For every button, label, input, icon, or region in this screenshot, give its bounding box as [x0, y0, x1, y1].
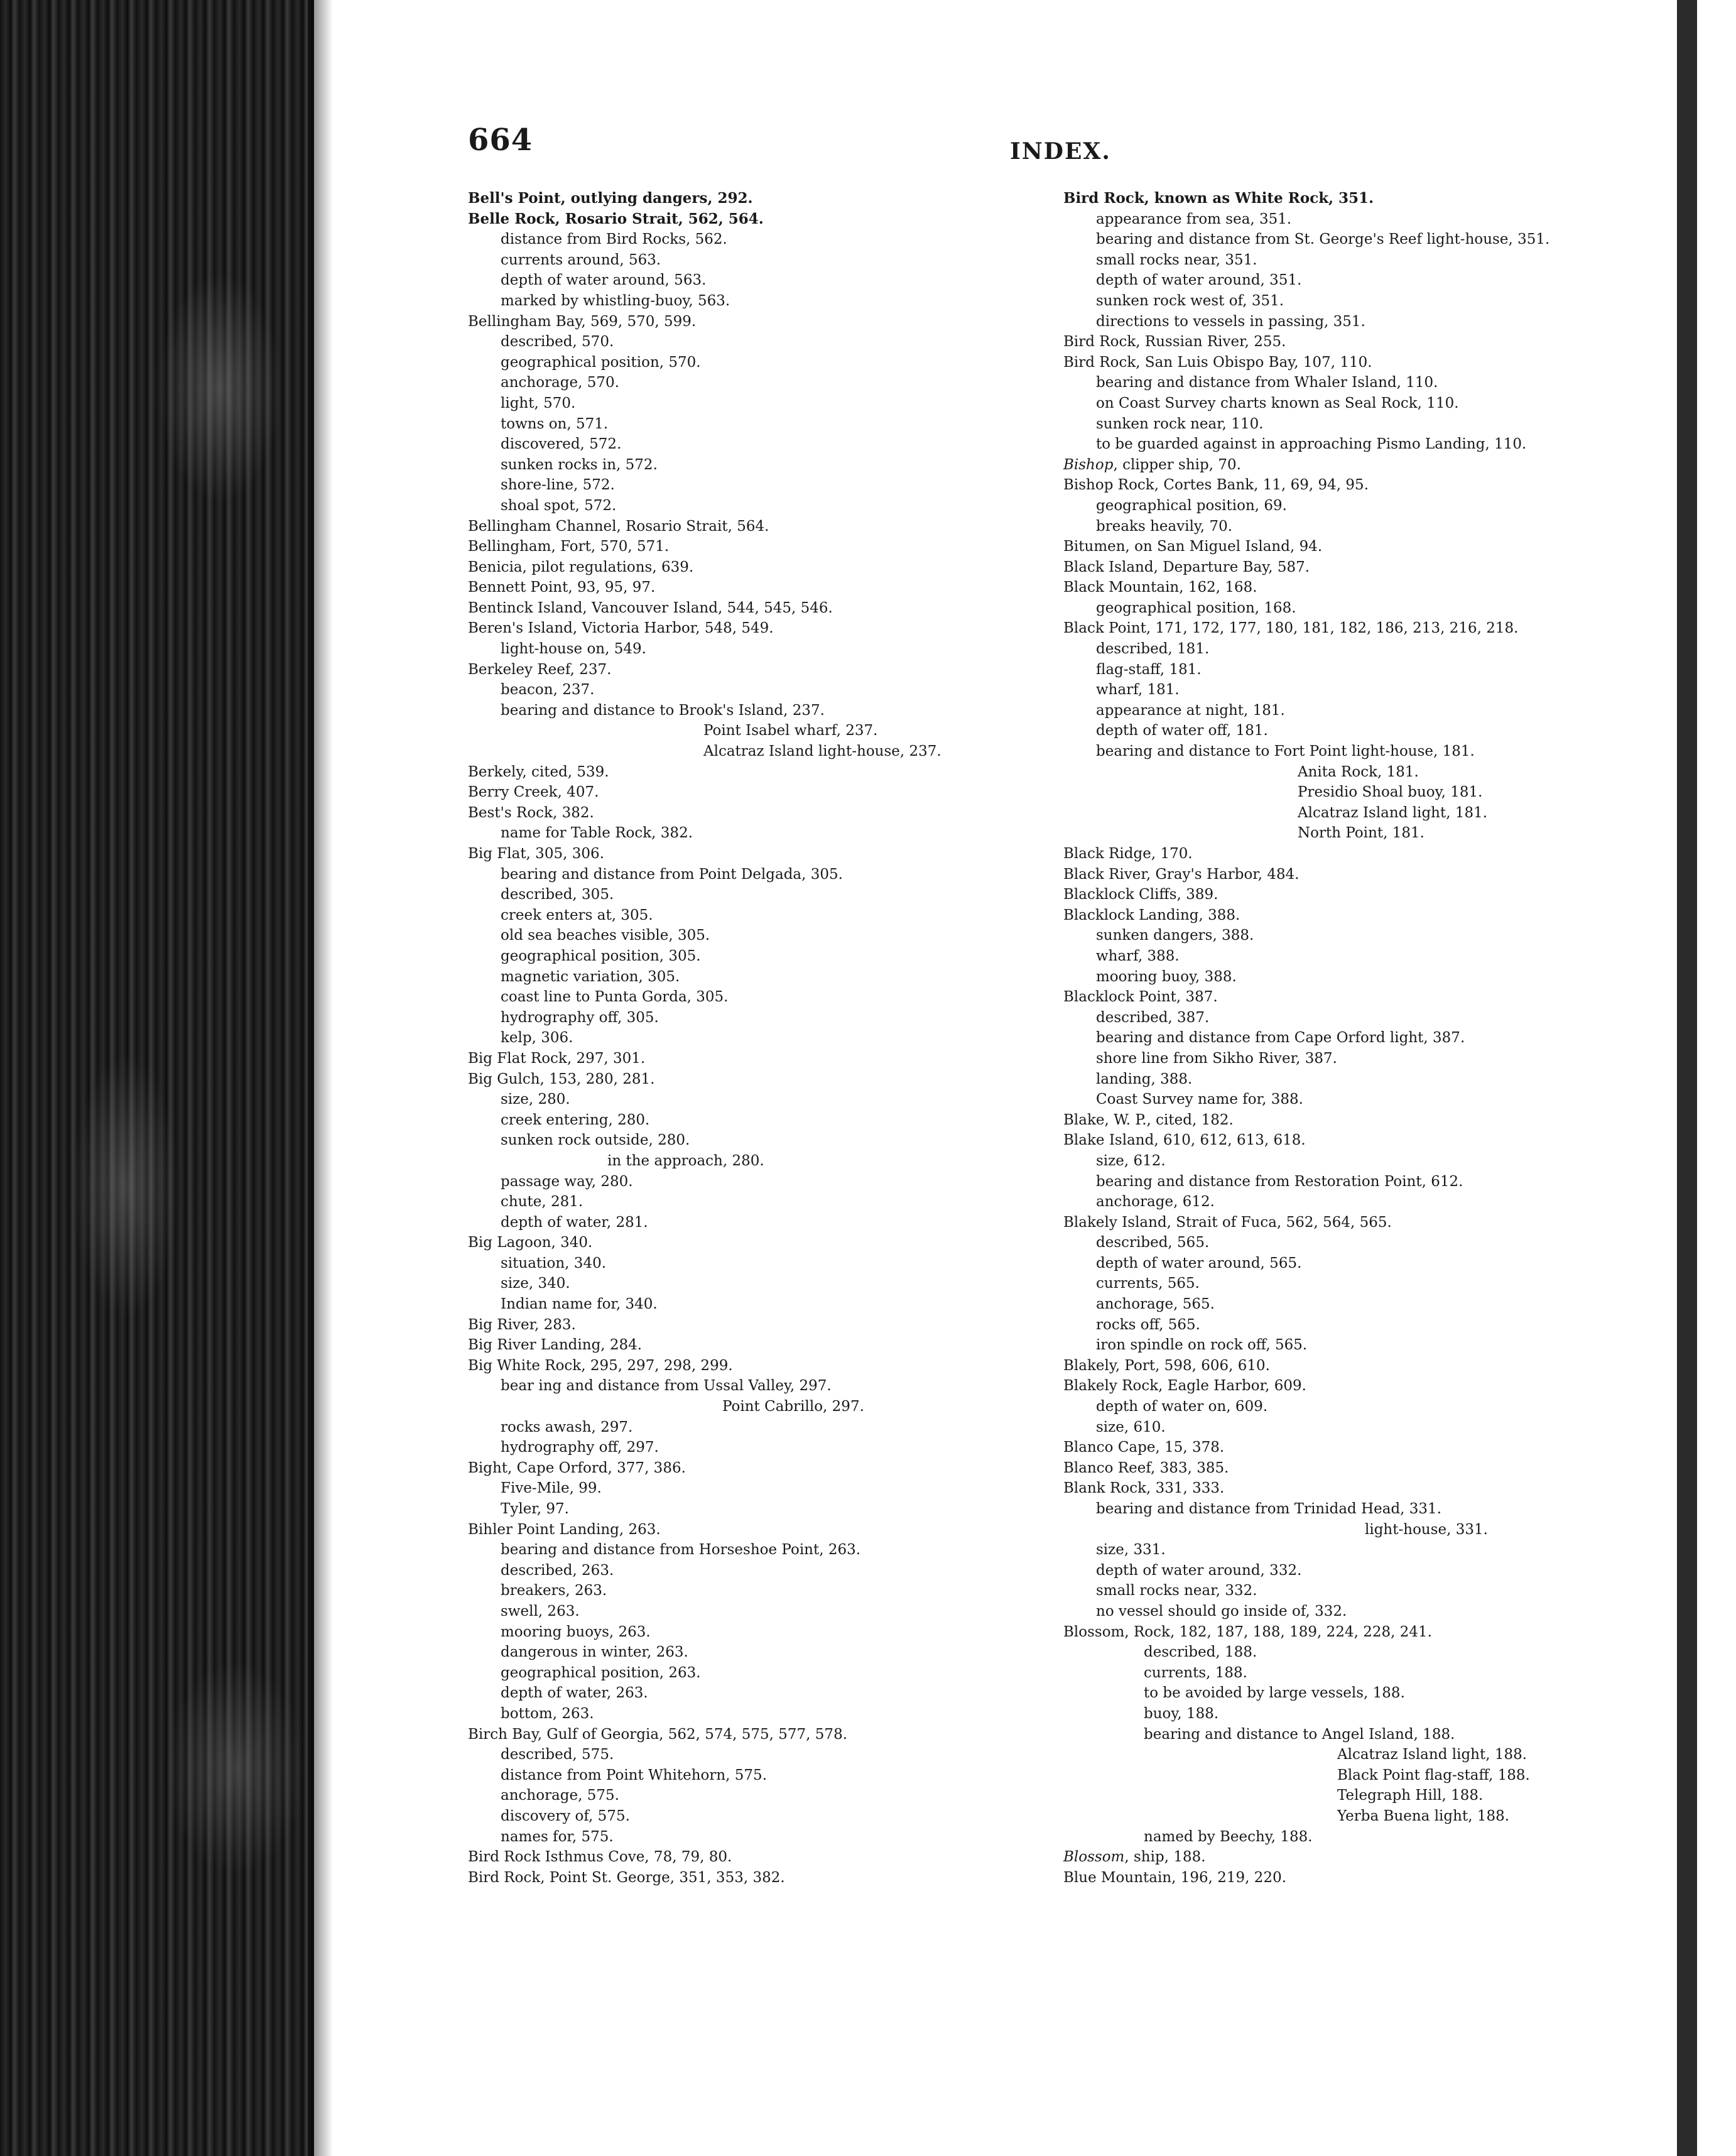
- index-subentry: kelp, 306.: [501, 1030, 573, 1047]
- index-entry: Benicia, pilot regulations, 639.: [468, 558, 694, 575]
- index-subentry: swell, 263.: [501, 1603, 580, 1620]
- index-entry: [1063, 1847, 1603, 1868]
- index-subentry: bearing and distance from Horseshoe Point, 263.: [501, 1542, 861, 1559]
- index-subentry: bearing and distance from Whaler Island, 110.: [1096, 374, 1438, 391]
- index-entry: Blake Island, 610, 612, 613, 618.: [1063, 1132, 1306, 1149]
- index-subentry: creek enters at, 305.: [501, 906, 653, 923]
- index-entry: Big River, 283.: [468, 1316, 576, 1333]
- index-subentry: Presidio Shoal buoy, 181.: [1298, 784, 1483, 801]
- index-subentry: geographical position, 263.: [501, 1664, 701, 1681]
- index-subentry: to be guarded against in approaching Pismo Landing, 110.: [1096, 436, 1527, 453]
- index-entry: Bishop Rock, Cortes Bank, 11, 69, 94, 95.: [1063, 477, 1369, 494]
- index-subentry: bottom, 263.: [501, 1705, 594, 1722]
- index-subentry: described, 305.: [501, 886, 614, 903]
- entry-text: , clipper ship, 70.: [1113, 456, 1241, 473]
- index-entry: Blanco Cape, 15, 378.: [1063, 1439, 1225, 1456]
- index-subentry: Alcatraz Island light, 181.: [1298, 804, 1488, 821]
- index-subentry: creek entering, 280.: [501, 1111, 650, 1128]
- index-subentry: Five-Mile, 99.: [501, 1480, 602, 1497]
- index-subentry: Tyler, 97.: [501, 1501, 569, 1517]
- index-subentry: anchorage, 612.: [1096, 1194, 1215, 1211]
- index-entry: Blacklock Point, 387.: [1063, 989, 1218, 1006]
- index-subentry: hydrography off, 297.: [501, 1439, 659, 1456]
- index-subentry: described, 188.: [1144, 1644, 1257, 1661]
- index-entry: Bellingham, Fort, 570, 571.: [468, 538, 670, 555]
- index-subentry: distance from Point Whitehorn, 575.: [501, 1767, 768, 1783]
- index-subentry: distance from Bird Rocks, 562.: [501, 231, 727, 248]
- index-subentry: Black Point flag-staff, 188.: [1337, 1767, 1530, 1783]
- index-entry: Bird Rock Isthmus Cove, 78, 79, 80.: [468, 1849, 732, 1866]
- index-subentry: sunken rocks in, 572.: [501, 456, 658, 473]
- index-subentry: breakers, 263.: [501, 1582, 607, 1599]
- index-subentry: landing, 388.: [1096, 1070, 1193, 1087]
- index-subentry: marked by whistling-buoy, 563.: [501, 292, 730, 309]
- index-subentry: discovery of, 575.: [501, 1807, 630, 1824]
- index-subentry: depth of water around, 563.: [501, 272, 707, 289]
- index-subentry: bearing and distance from St. George's Reef light-house, 351.: [1096, 231, 1550, 248]
- index-subentry: bear ing and distance from Ussal Valley, 297.: [501, 1378, 832, 1395]
- index-subentry: currents, 188.: [1144, 1664, 1247, 1681]
- index-subentry: geographical position, 305.: [501, 947, 701, 964]
- index-entry: Black Mountain, 162, 168.: [1063, 579, 1257, 596]
- index-subentry: described, 181.: [1096, 641, 1210, 658]
- index-subentry: currents, 565.: [1096, 1275, 1200, 1292]
- index-subentry: Alcatraz Island light, 188.: [1337, 1746, 1527, 1763]
- index-subentry: sunken dangers, 388.: [1096, 927, 1254, 944]
- index-entry: Blakely Rock, Eagle Harbor, 609.: [1063, 1378, 1306, 1395]
- index-subentry: passage way, 280.: [501, 1173, 633, 1190]
- index-entry: Big River Landing, 284.: [468, 1337, 643, 1354]
- index-subentry: mooring buoys, 263.: [501, 1623, 651, 1640]
- index-subentry: depth of water around, 351.: [1096, 272, 1302, 289]
- index-subentry: wharf, 181.: [1096, 682, 1180, 699]
- gutter-shadow: [308, 0, 333, 2156]
- index-entry: Blanco Reef, 383, 385.: [1063, 1459, 1229, 1476]
- index-subentry: light-house, 331.: [1365, 1521, 1488, 1538]
- index-column-right: [1063, 188, 1603, 1888]
- index-entry: Belle Rock, Rosario Strait, 562, 564.: [468, 210, 764, 227]
- index-subentry: described, 263.: [501, 1562, 614, 1579]
- index-subentry: depth of water on, 609.: [1096, 1398, 1268, 1415]
- index-subentry: geographical position, 168.: [1096, 599, 1296, 616]
- index-entry: Big White Rock, 295, 297, 298, 299.: [468, 1357, 733, 1374]
- index-entry: Blacklock Cliffs, 389.: [1063, 886, 1218, 903]
- index-entry: Blue Mountain, 196, 219, 220.: [1063, 1869, 1287, 1886]
- index-subentry: situation, 340.: [501, 1255, 607, 1271]
- index-subentry: depth of water around, 565.: [1096, 1255, 1302, 1271]
- index-entry: Bight, Cape Orford, 377, 386.: [468, 1459, 686, 1476]
- index-subentry: bearing and distance to Brook's Island, 237.: [501, 702, 825, 719]
- index-subentry: buoy, 188.: [1144, 1705, 1219, 1722]
- index-entry: Big Flat, 305, 306.: [468, 846, 604, 862]
- index-entry: Berry Creek, 407.: [468, 784, 599, 801]
- index-subentry: appearance at night, 181.: [1096, 702, 1285, 719]
- index-entry: Bird Rock, known as White Rock, 351.: [1063, 190, 1374, 207]
- index-subentry: light, 570.: [501, 395, 576, 411]
- index-entry: Blake, W. P., cited, 182.: [1063, 1111, 1234, 1128]
- index-column-left: [468, 188, 1008, 1888]
- index-subentry: Point Isabel wharf, 237.: [703, 722, 878, 739]
- index-subentry: currents around, 563.: [501, 251, 661, 268]
- index-entry: Big Lagoon, 340.: [468, 1234, 593, 1251]
- index-entry: Bird Rock, Point St. George, 351, 353, 382.: [468, 1869, 785, 1886]
- index-subentry: names for, 575.: [501, 1828, 614, 1845]
- index-entry: Black River, Gray's Harbor, 484.: [1063, 866, 1299, 883]
- index-entry: Birch Bay, Gulf of Georgia, 562, 574, 575, 577, 578.: [468, 1726, 848, 1743]
- index-entry: Big Flat Rock, 297, 301.: [468, 1050, 646, 1067]
- index-subentry: anchorage, 575.: [501, 1787, 619, 1804]
- index-subentry: mooring buoy, 388.: [1096, 968, 1237, 985]
- index-subentry: bearing and distance from Trinidad Head, 331.: [1096, 1501, 1442, 1517]
- index-subentry: described, 565.: [1096, 1234, 1210, 1251]
- index-subentry: North Point, 181.: [1298, 825, 1424, 842]
- index-entry: Big Gulch, 153, 280, 281.: [468, 1070, 655, 1087]
- index-subentry: magnetic variation, 305.: [501, 968, 680, 985]
- index-subentry: shore line from Sikho River, 387.: [1096, 1050, 1337, 1067]
- index-subentry: depth of water, 281.: [501, 1214, 648, 1231]
- index-subentry: Indian name for, 340.: [501, 1296, 658, 1313]
- index-entry: Bell's Point, outlying dangers, 292.: [468, 190, 753, 207]
- index-entry: Blakely Island, Strait of Fuca, 562, 564, 565.: [1063, 1214, 1392, 1231]
- index-subentry: size, 612.: [1096, 1152, 1166, 1169]
- index-entry: Bitumen, on San Miguel Island, 94.: [1063, 538, 1323, 555]
- index-subentry: small rocks near, 351.: [1096, 251, 1257, 268]
- index-subentry: Anita Rock, 181.: [1298, 763, 1419, 780]
- index-entry: Blank Rock, 331, 333.: [1063, 1480, 1225, 1497]
- index-entry: Blossom, Rock, 182, 187, 188, 189, 224, 228, 241.: [1063, 1623, 1432, 1640]
- index-entry: [1063, 455, 1603, 476]
- ship-name: Blossom: [1063, 1849, 1125, 1866]
- index-subentry: described, 570.: [501, 334, 614, 351]
- index-entry: Bird Rock, San Luis Obispo Bay, 107, 110.: [1063, 354, 1372, 371]
- index-entry: Blakely, Port, 598, 606, 610.: [1063, 1357, 1270, 1374]
- index-subentry: size, 331.: [1096, 1542, 1166, 1559]
- index-subentry: in the approach, 280.: [607, 1152, 764, 1169]
- index-subentry: dangerous in winter, 263.: [501, 1644, 688, 1661]
- page-title: INDEX.: [1010, 138, 1111, 165]
- index-subentry: small rocks near, 332.: [1096, 1582, 1257, 1599]
- index-entry: Berkeley Reef, 237.: [468, 661, 612, 678]
- index-subentry: anchorage, 570.: [501, 374, 619, 391]
- index-subentry: directions to vessels in passing, 351.: [1096, 313, 1365, 330]
- index-subentry: flag-staff, 181.: [1096, 661, 1202, 678]
- index-subentry: coast line to Punta Gorda, 305.: [501, 989, 729, 1006]
- index-subentry: discovered, 572.: [501, 436, 622, 453]
- index-subentry: rocks awash, 297.: [501, 1418, 633, 1435]
- index-subentry: bearing and distance from Restoration Point, 612.: [1096, 1173, 1463, 1190]
- index-subentry: anchorage, 565.: [1096, 1296, 1215, 1313]
- index-subentry: Coast Survey name for, 388.: [1096, 1091, 1303, 1108]
- index-subentry: Alcatraz Island light-house, 237.: [703, 743, 941, 760]
- index-subentry: no vessel should go inside of, 332.: [1096, 1603, 1347, 1620]
- index-subentry: chute, 281.: [501, 1194, 583, 1211]
- index-subentry: shore-line, 572.: [501, 477, 615, 494]
- index-subentry: described, 387.: [1096, 1009, 1210, 1026]
- index-entry: Berkely, cited, 539.: [468, 763, 609, 780]
- index-entry: Bennett Point, 93, 95, 97.: [468, 579, 656, 596]
- index-subentry: name for Table Rock, 382.: [501, 825, 693, 842]
- index-entry: Bentinck Island, Vancouver Island, 544, 545, 546.: [468, 599, 833, 616]
- index-subentry: depth of water, 263.: [501, 1685, 648, 1702]
- index-subentry: depth of water around, 332.: [1096, 1562, 1302, 1579]
- index-subentry: iron spindle on rock off, 565.: [1096, 1337, 1308, 1354]
- index-subentry: appearance from sea, 351.: [1096, 210, 1292, 227]
- index-subentry: bearing and distance to Angel Island, 188.: [1144, 1726, 1455, 1743]
- index-entry: Blacklock Landing, 388.: [1063, 906, 1240, 923]
- index-entry: Bellingham Bay, 569, 570, 599.: [468, 313, 697, 330]
- facing-page-edge: [1673, 0, 1736, 2156]
- index-subentry: rocks off, 565.: [1096, 1316, 1200, 1333]
- index-subentry: size, 280.: [501, 1091, 570, 1108]
- index-entry: Black Island, Departure Bay, 587.: [1063, 558, 1310, 575]
- index-subentry: shoal spot, 572.: [501, 497, 617, 514]
- entry-text: , ship, 188.: [1124, 1849, 1206, 1866]
- index-subentry: breaks heavily, 70.: [1096, 518, 1233, 535]
- ship-name: Bishop: [1063, 456, 1114, 473]
- index-subentry: Telegraph Hill, 188.: [1337, 1787, 1484, 1804]
- index-subentry: sunken rock west of, 351.: [1096, 292, 1284, 309]
- index-subentry: old sea beaches visible, 305.: [501, 927, 710, 944]
- index-subentry: towns on, 571.: [501, 415, 609, 432]
- index-entry: Black Ridge, 170.: [1063, 846, 1193, 862]
- spine-texture: [0, 0, 314, 2156]
- index-subentry: to be avoided by large vessels, 188.: [1144, 1685, 1405, 1702]
- index-entry: Black Point, 171, 172, 177, 180, 181, 182, 186, 213, 216, 218.: [1063, 620, 1519, 637]
- index-subentry: bearing and distance from Cape Orford light, 387.: [1096, 1030, 1465, 1047]
- index-subentry: named by Beechy, 188.: [1144, 1828, 1313, 1845]
- page-number: 664: [468, 122, 533, 158]
- index-entry: Beren's Island, Victoria Harbor, 548, 549.: [468, 620, 774, 637]
- index-subentry: light-house on, 549.: [501, 641, 646, 658]
- index-subentry: size, 610.: [1096, 1418, 1166, 1435]
- index-subentry: described, 575.: [501, 1746, 614, 1763]
- index-entry: Bihler Point Landing, 263.: [468, 1521, 661, 1538]
- index-subentry: wharf, 388.: [1096, 947, 1180, 964]
- index-subentry: beacon, 237.: [501, 682, 595, 699]
- index-entry: Bird Rock, Russian River, 255.: [1063, 334, 1286, 351]
- index-subentry: bearing and distance to Fort Point light-house, 181.: [1096, 743, 1475, 760]
- index-subentry: bearing and distance from Point Delgada, 305.: [501, 866, 843, 883]
- index-subentry: geographical position, 570.: [501, 354, 701, 371]
- index-subentry: sunken rock outside, 280.: [501, 1132, 690, 1149]
- index-subentry: hydrography off, 305.: [501, 1009, 659, 1026]
- index-entry: Bellingham Channel, Rosario Strait, 564.: [468, 518, 769, 535]
- index-subentry: depth of water off, 181.: [1096, 722, 1268, 739]
- index-entry: Best's Rock, 382.: [468, 804, 594, 821]
- index-subentry: Yerba Buena light, 188.: [1337, 1807, 1510, 1824]
- index-subentry: sunken rock near, 110.: [1096, 415, 1264, 432]
- index-subentry: Point Cabrillo, 297.: [722, 1398, 864, 1415]
- index-subentry: on Coast Survey charts known as Seal Rock, 110.: [1096, 395, 1459, 411]
- index-subentry: size, 340.: [501, 1275, 570, 1292]
- index-subentry: geographical position, 69.: [1096, 497, 1287, 514]
